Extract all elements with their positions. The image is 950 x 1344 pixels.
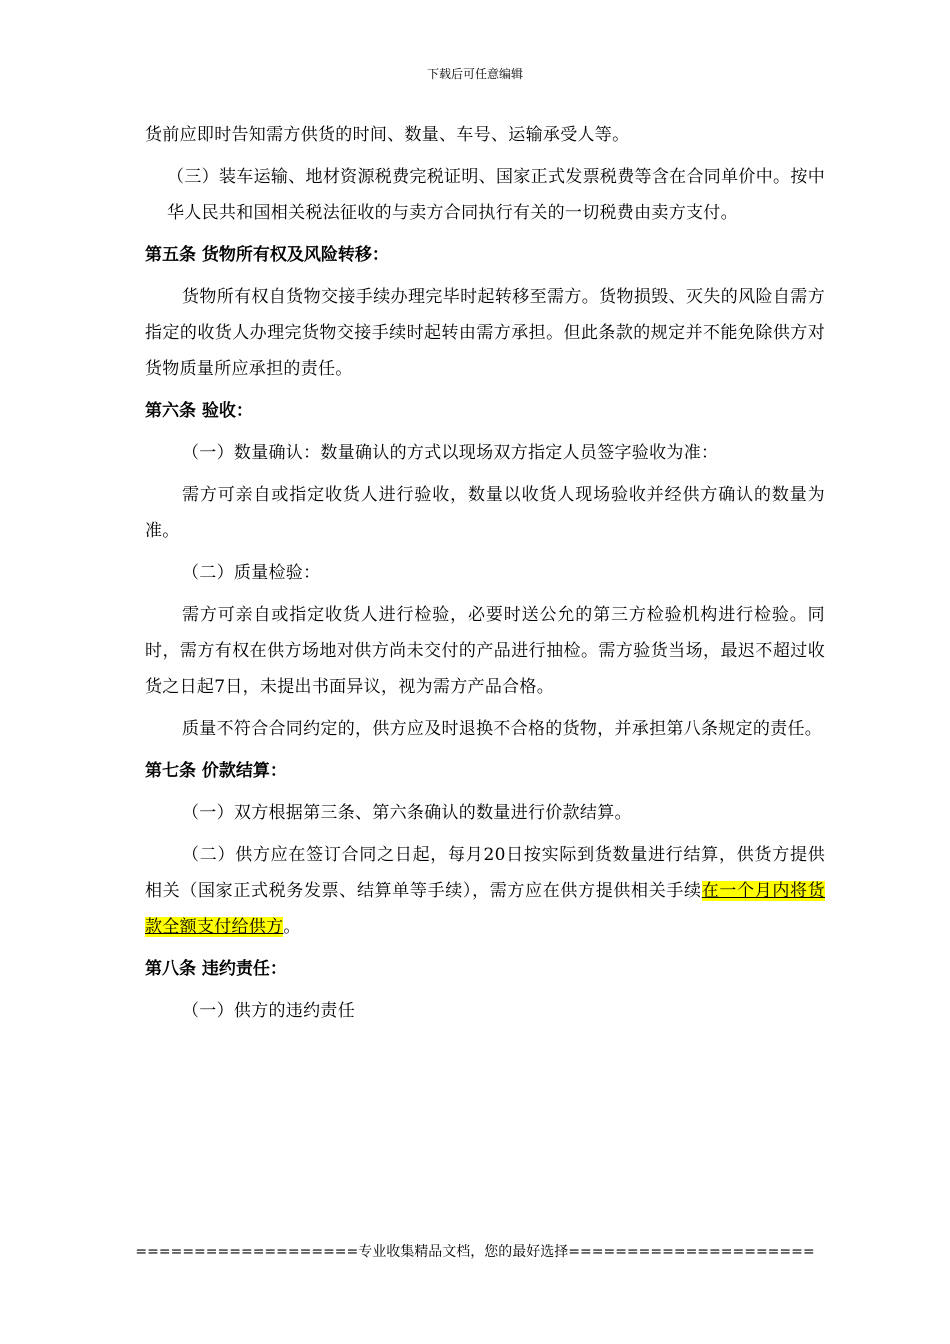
- paragraph-quality-title: （二）质量检验：: [182, 563, 321, 583]
- paragraph-quantity-confirm: （一）数量确认：数量确认的方式以现场双方指定人员签字验收为准：: [182, 443, 719, 463]
- paragraph-quantity-inspection: 需方可亲自或指定收货人进行验收，数量以收货人现场验收并经供方确认的数量为准。: [145, 485, 825, 541]
- paragraph-settlement-basis: （一）双方根据第三条、第六条确认的数量进行价款结算。: [182, 803, 632, 823]
- settlement-text-before: （二）供方应在签订合同之日起，每月20日按实际到货数量进行结算，供货方提供相关（国家正式税务发票、结算单等手续），需方应在供方提供相关手续: [145, 845, 825, 901]
- paragraph-quality-inspection: 需方可亲自或指定收货人进行检验，必要时送公允的第三方检验机构进行检验。同时，需方有权在供方场地对供方尚未交付的产品进行抽检。需方验货当场，最迟不超过收货之日起7日，未提出书面异议，视为需方产品合格。: [145, 605, 825, 697]
- heading-article-6: 第六条 验收：: [145, 401, 253, 421]
- page-header: 下载后可任意编辑: [426, 67, 523, 81]
- heading-article-8: 第八条 违约责任：: [145, 959, 287, 979]
- paragraph-settlement-terms: [145, 837, 825, 945]
- paragraph-quality-nonconformity: 质量不符合合同约定的，供方应及时退换不合格的货物，并承担第八条规定的责任。: [182, 719, 823, 739]
- heading-article-5: 第五条 货物所有权及风险转移：: [145, 245, 389, 265]
- paragraph-transport-tax: （三）装车运输、地材资源税费完税证明、国家正式发票税费等含在合同单价中。按中华人民共和国相关税法征收的与卖方合同执行有关的一切税费由卖方支付。: [167, 167, 825, 223]
- highlighted-payment-term: 在一个月内将货款全额支付给供方: [145, 881, 825, 937]
- document-body: [145, 117, 825, 1035]
- paragraph-supplier-liability: （一）供方的违约责任: [182, 1001, 355, 1021]
- page-footer: ===================专业收集精品文档，您的最好选择=====================: [135, 1244, 815, 1260]
- paragraph-ownership-risk: 货物所有权自货物交接手续办理完毕时起转移至需方。货物损毁、灭失的风险自需方指定的收货人办理完货物交接手续时起转由需方承担。但此条款的规定并不能免除供方对货物质量所应承担的责任。: [145, 287, 825, 379]
- settlement-text-after: 。: [283, 917, 301, 937]
- paragraph-delivery-notice: 货前应即时告知需方供货的时间、数量、车号、运输承受人等。: [145, 125, 630, 145]
- heading-article-7: 第七条 价款结算：: [145, 761, 287, 781]
